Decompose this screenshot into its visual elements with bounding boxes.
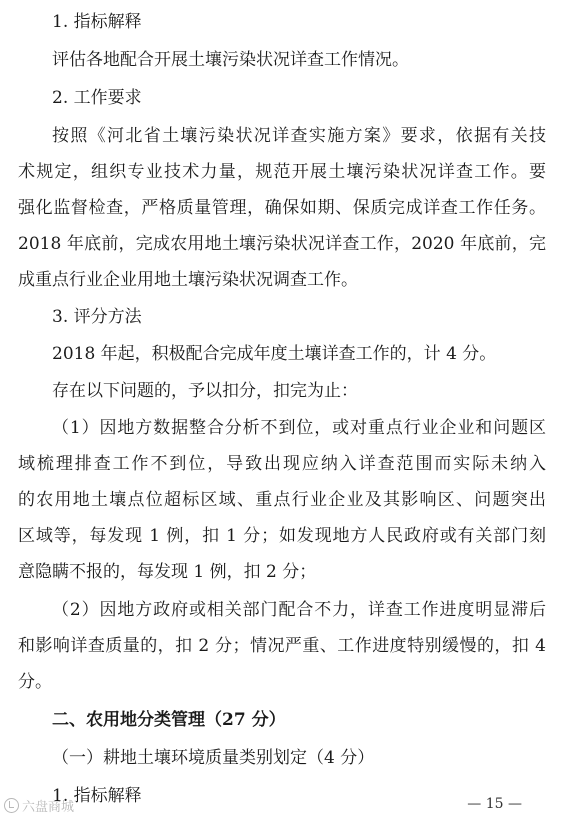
paragraph-line: （1）因地方数据整合分析不到位，或对重点行业企业和问题区 xyxy=(52,418,546,438)
paragraph-line: 存在以下问题的，予以扣分，扣完为止： xyxy=(52,381,358,401)
paragraph-line: 评估各地配合开展土壤污染状况详查工作情况。 xyxy=(52,50,409,70)
heading-indicator-explanation: 1. 指标解释 xyxy=(52,12,142,32)
paragraph-line: 域梳理排查工作不到位，导致出现应纳入详查范围而实际未纳入 xyxy=(18,454,546,474)
watermark-text: 六盘商城 xyxy=(22,800,75,815)
page-number: — 15 — xyxy=(467,796,522,812)
paragraph-line: 成重点行业企业用地土壤污染状况调查工作。 xyxy=(18,270,358,290)
paragraph-line: 的农用地土壤点位超标区域、重点行业企业及其影响区、问题突出 xyxy=(18,490,546,510)
paragraph-line: 和影响详查质量的，扣 2 分；情况严重、工作进度特别缓慢的，扣 4 xyxy=(18,636,546,656)
subsection-heading-cultivated-land: （一）耕地土壤环境质量类别划定（4 分） xyxy=(52,748,375,768)
paragraph-line: 分。 xyxy=(18,672,52,692)
section-heading-farmland-classification: 二、农用地分类管理（27 分） xyxy=(52,710,286,730)
heading-work-requirements: 2. 工作要求 xyxy=(52,88,142,108)
watermark xyxy=(4,796,74,815)
paragraph-line: 强化监督检查，严格质量管理，确保如期、保质完成详查工作任务。 xyxy=(18,198,546,218)
paragraph-line: 术规定，组织专业技术力量，规范开展土壤污染状况详查工作。要 xyxy=(18,162,546,182)
paragraph-line: 2018 年起，积极配合完成年度土壤详查工作的，计 4 分。 xyxy=(52,344,497,364)
paragraph-line: 按照《河北省土壤污染状况详查实施方案》要求，依据有关技 xyxy=(52,126,546,146)
paragraph-line: 意隐瞒不报的，每发现 1 例，扣 2 分； xyxy=(18,562,317,582)
paragraph-line: （2）因地方政府或相关部门配合不力，详查工作进度明显滞后 xyxy=(52,600,546,620)
heading-indicator-explanation: 1. 指标解释 xyxy=(52,786,142,806)
paragraph-line: 区域等，每发现 1 例，扣 1 分；如发现地方人民政府或有关部门刻 xyxy=(18,526,546,546)
paragraph-line: 2018 年底前，完成农用地土壤污染状况详查工作，2020 年底前，完 xyxy=(18,234,546,254)
watermark-logo-icon xyxy=(4,798,19,813)
heading-scoring-method: 3. 评分方法 xyxy=(52,307,142,327)
